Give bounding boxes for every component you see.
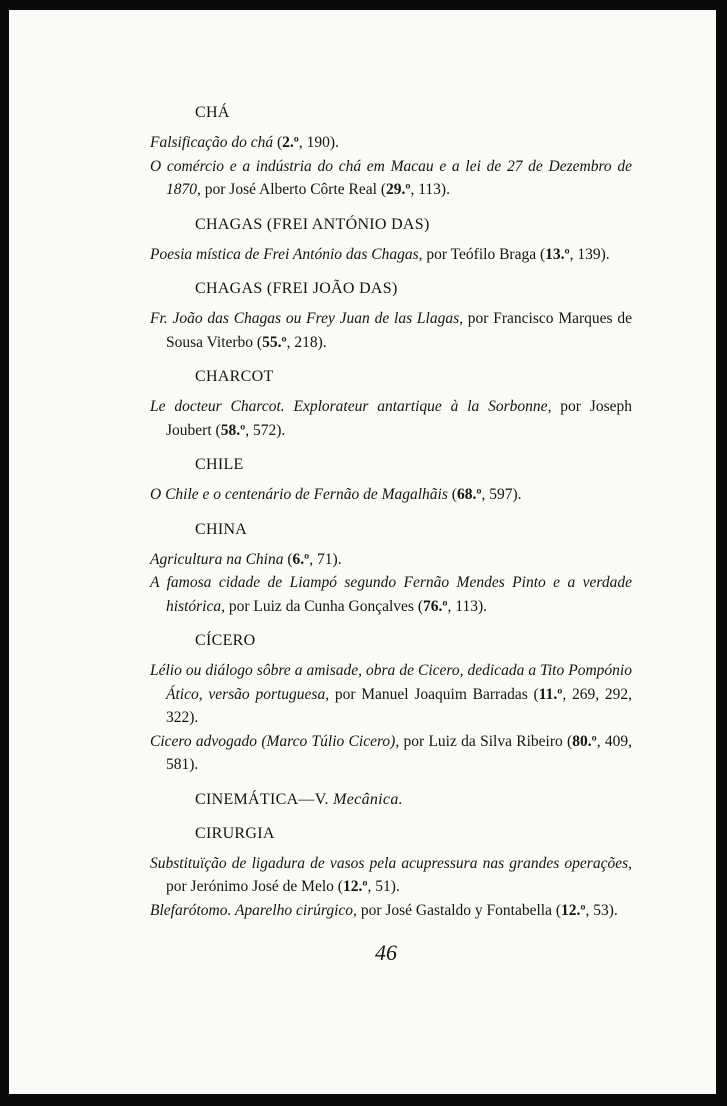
section-heading: CIRURGIA <box>195 824 275 842</box>
section-heading: CHAGAS (FREI ANTÓNIO DAS) <box>195 215 430 233</box>
entry-title: O Chile e o centenário de Fernão de Magalhãis <box>150 486 448 503</box>
index-entry: Agricultura na China (6.º, 71). <box>150 550 342 568</box>
section-heading: CHARCOT <box>195 368 274 385</box>
volume-number: 12.º <box>561 901 586 919</box>
entry-title: Lélio ou diálogo sôbre a amisade, obra de Cicero, dedicada a Tito Pompónio Ático, versão portuguesa, <box>150 662 632 703</box>
index-entry: Cicero advogado (Marco Túlio Cicero), por Luiz da Silva Ribeiro (80.º, 409, 581). <box>150 732 633 773</box>
entry-author: por Joseph Joubert <box>166 398 632 439</box>
entry-title: Agricultura na China <box>150 550 284 568</box>
entry-author: por Teófilo Braga <box>422 245 537 263</box>
entry-author: por José Gastaldo y Fontabella <box>356 901 552 919</box>
entry-title: Poesia mística de Frei António das Chagas, <box>150 245 423 263</box>
entry-title: Substituïção de ligadura de vasos pela acupressura nas grandes operações, <box>150 854 632 872</box>
index-entry: O Chile e o centenário de Fernão de Magalhãis (68.º, 597). <box>150 486 522 503</box>
index-entry: Substituïção de ligadura de vasos pela acupressura nas grandes operações, por Jerónimo José de Melo (12.º, 51). <box>150 854 632 895</box>
volume-number: 68.º <box>456 486 482 503</box>
index-entry: Le docteur Charcot. Explorateur antartique à la Sorbonne, por Joseph Joubert (58.º, 572). <box>150 398 632 439</box>
section-heading: CHAGAS (FREI JOÃO DAS) <box>195 280 398 297</box>
entry-author: por Francisco Marques de Sousa Viterbo <box>166 310 632 351</box>
entry-title: Cicero advogado (Marco Túlio Cicero), <box>150 732 400 750</box>
entry-title: Le docteur Charcot. Explorateur antartique à la Sorbonne, <box>150 398 552 415</box>
section-heading: CHÁ <box>195 104 230 121</box>
index-content <box>150 102 632 922</box>
cross-reference: Mecânica. <box>328 790 403 808</box>
entry-title: Fr. João das Chagas ou Frey Juan de las Llagas, <box>150 310 463 327</box>
index-entry: Falsificação do chá (2.º, 190). <box>150 134 339 151</box>
book-page <box>9 10 716 1094</box>
entry-title: Blefarótomo. Aparelho cirúrgico, <box>150 901 357 919</box>
entry-title: Falsificação do chá <box>150 134 274 151</box>
index-entry: Blefarótomo. Aparelho cirúrgico, por José Gastaldo y Fontabella (12.º, 53). <box>150 901 618 919</box>
volume-number: 2.º <box>282 134 299 151</box>
section-heading: CÍCERO <box>195 632 256 649</box>
entry-author: por José Alberto Côrte Real <box>200 181 377 198</box>
volume-number: 55.º <box>262 333 287 351</box>
section-heading: CHINA <box>195 520 248 538</box>
page-number: 46 <box>375 940 397 965</box>
entry-author: por Luiz da Silva Ribeiro <box>399 732 563 750</box>
volume-number: 76.º <box>423 597 448 615</box>
volume-number: 29.º <box>386 181 411 198</box>
section-heading: CHILE <box>195 456 244 473</box>
entry-author: por Jerónimo José de Melo <box>166 878 334 895</box>
volume-number: 6.º <box>292 550 310 568</box>
index-entry: Lélio ou diálogo sôbre a amisade, obra de Cicero, dedicada a Tito Pompónio Ático, versão portuguesa, por Manuel Joaquim Barradas (11.º, 269, 292, 322). <box>150 662 632 726</box>
entry-author: por Luiz da Cunha Gonçalves <box>225 597 414 615</box>
volume-number: 58.º <box>220 421 246 439</box>
index-entry: O comércio e a indústria do chá em Macau e a lei de 27 de Dezembro de 1870, por José Alberto Côrte Real (29.º, 113). <box>150 157 632 198</box>
index-entry: Fr. João das Chagas ou Frey Juan de las Llagas, por Francisco Marques de Sousa Viterbo (55.º, 218). <box>150 310 632 351</box>
index-entry: Poesia mística de Frei António das Chagas, por Teófilo Braga (13.º, 139). <box>150 245 610 263</box>
index-entry: A famosa cidade de Liampó segundo Fernão Mendes Pinto e a verdade histórica, por Luiz da Cunha Gonçalves (76.º, 113). <box>150 574 632 615</box>
entry-title: O comércio e a indústria do chá em Macau e a lei de 27 de Dezembro de 1870, <box>150 157 632 198</box>
volume-number: 11.º <box>538 685 563 703</box>
entry-title: A famosa cidade de Liampó segundo Fernão Mendes Pinto e a verdade histórica, <box>150 574 632 615</box>
entry-author: por Manuel Joaquim Barradas <box>329 685 528 703</box>
volume-number: 80.º <box>572 732 597 750</box>
volume-number: 13.º <box>545 245 570 263</box>
section-heading: CINEMÁTICA—V. Mecânica. <box>195 790 403 808</box>
volume-number: 12.º <box>342 878 368 895</box>
